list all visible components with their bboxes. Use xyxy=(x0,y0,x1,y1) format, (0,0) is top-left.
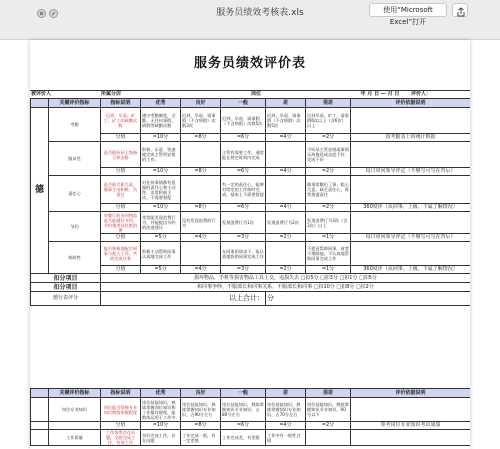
expand-icon xyxy=(50,10,59,19)
indicator-name: 岗位专业知识 xyxy=(49,398,101,422)
col-header: 良好 xyxy=(181,389,221,398)
table-row xyxy=(31,176,471,204)
table-row xyxy=(31,142,471,168)
basis-cell: 每日审问领导评定（不够写可写在背后） xyxy=(351,234,471,242)
total-label: 德行表评分 xyxy=(31,292,101,306)
col-header: 评价依据说明 xyxy=(351,389,471,398)
col-header: 评价依据说明 xyxy=(351,99,471,108)
score-cell: =2分 xyxy=(306,134,351,142)
score-cell: =10分 xyxy=(141,204,181,212)
score-cell: =4分 xyxy=(181,266,221,274)
score-cell: =8分 xyxy=(181,134,221,142)
grade-cell: 发现浪费行为3次（含3次）以上 xyxy=(306,212,351,234)
grade-cell: 迟到、早退、请事假（不含病假）次数5次 xyxy=(221,108,266,134)
deduction-row xyxy=(31,274,471,283)
share-icon xyxy=(453,5,469,19)
indicator-desc: 对餐厅的各项物品是否能做好节约，节约使用及杜绝浪费 xyxy=(101,212,141,234)
grade-cell: 积极主动帮助同事认真地完成工作 xyxy=(141,242,181,266)
total-row xyxy=(31,292,471,306)
post-label: 岗位 xyxy=(250,91,350,99)
basis-cell xyxy=(351,176,471,204)
score-cell: =4分 xyxy=(266,422,306,430)
grade-cell xyxy=(306,430,351,446)
score-cell: =6分 xyxy=(221,422,266,430)
score-label: 分值 xyxy=(101,134,141,142)
grade-cell: 工作中有一般性过错 xyxy=(266,430,306,446)
grade-cell: 岗位技能知识，熟练掌握知识专业知识，占80分左右 xyxy=(221,398,266,422)
score-cell: =10分 xyxy=(141,168,181,176)
title-bar xyxy=(0,0,500,40)
sheet-title: 服务员绩效评价表 xyxy=(193,56,306,71)
basis-cell: 360度评（从同事、上级、下属了解情况） xyxy=(351,266,471,274)
grade-cell: 工作完成差，有差错 xyxy=(221,430,266,446)
score-label: 分值 xyxy=(101,422,141,430)
col-header: 关键评价指标 xyxy=(49,99,101,108)
grade-cell xyxy=(181,176,221,204)
score-label: 分值 xyxy=(101,234,141,242)
score-cell: =10分 xyxy=(141,422,181,430)
grade-cell xyxy=(266,176,306,204)
basis-cell: 参考岗位专业知识考试成绩 xyxy=(351,422,471,430)
grade-cell: 不愿意帮助同事，或者不理睬他，不认真地帮助同事完成工作 xyxy=(306,242,351,266)
grade-cell xyxy=(181,142,221,168)
grade-cell xyxy=(181,242,221,266)
score-cell: =5分 xyxy=(141,266,181,274)
indicator-name: 服从性 xyxy=(49,142,101,176)
grade-cell: 有一定的责任心，能够对给定的工作按时完成，基本上不需要督促 xyxy=(221,176,266,204)
col-header: 优秀 xyxy=(141,99,181,108)
basis-cell xyxy=(351,108,471,134)
score-cell: =2分 xyxy=(266,234,306,242)
table-row xyxy=(31,430,471,446)
score-cell: =8分 xyxy=(181,168,221,176)
col-header: 很差 xyxy=(306,99,351,108)
indicator-desc: 岗位能否掌握专业知识熟练掌握程度 xyxy=(101,398,141,422)
score-cell: =3分 xyxy=(221,266,266,274)
window-title: 服务员绩效考核表.xls xyxy=(216,8,304,18)
score-row xyxy=(31,422,471,430)
total-text: 以上合计： xyxy=(101,292,266,306)
score-cell: =2分 xyxy=(306,204,351,212)
score-cell: =10分 xyxy=(141,134,181,142)
grade-cell: 主管有需要工作，通常能在规定时间内完成 xyxy=(221,142,266,168)
grade-cell xyxy=(266,242,306,266)
grade-cell: 岗位技能知识，熟练掌握知识专业知识，占90分左右 xyxy=(181,398,221,422)
indicator-name: 考勤 xyxy=(49,108,101,142)
col-header: 关键评价指标 xyxy=(49,389,101,398)
indicator-name: 责任心 xyxy=(49,176,101,212)
fullscreen-button[interactable] xyxy=(49,9,58,18)
grade-cell: 工作完成一般，有一定差错 xyxy=(181,430,221,446)
grade-cell: 不听从主管安排或事情无故拖延或态度不好、完成不好 xyxy=(306,142,351,168)
total-unit: 分 xyxy=(266,292,471,306)
table-row xyxy=(31,398,471,422)
score-cell: =1分 xyxy=(306,234,351,242)
col-header: 指标说明 xyxy=(101,99,141,108)
score-cell: =2分 xyxy=(306,422,351,430)
score-label: 分值 xyxy=(101,204,141,212)
deduction-row xyxy=(31,283,471,292)
col-header: 一般 xyxy=(221,389,266,398)
spreadsheet-page[interactable] xyxy=(30,40,470,449)
score-cell: =2分 xyxy=(306,168,351,176)
score-cell: =6分 xyxy=(221,134,266,142)
evaluation-table-2 xyxy=(30,388,470,446)
score-cell: =4分 xyxy=(181,234,221,242)
grade-cell: 常常能发现浪费行为，并能提出节约的改进建议 xyxy=(141,212,181,234)
indicator-desc: 是否能尽职尽责，做事主动积极、负责任 xyxy=(101,176,141,204)
table-row xyxy=(31,212,471,234)
col-header: 差 xyxy=(266,99,306,108)
indicator-name: 工作质量 xyxy=(49,430,101,446)
grade-cell: 迟到早退、旷工、请事假6次以上（含6次）以上 xyxy=(306,108,351,134)
table-row xyxy=(31,242,471,266)
grade-cell: 岗位技能知识，熟练掌握岗位知识和工作操作规程，能熟练运用于工作中 xyxy=(141,398,181,422)
score-cell: =3分 xyxy=(221,234,266,242)
grade-cell: 遵守考勤制度，全勤，无任何事假、病假等缺勤次数 xyxy=(141,108,181,134)
score-cell: =8分 xyxy=(181,422,221,430)
category-label: 德 xyxy=(31,108,49,274)
basis-cell xyxy=(351,242,471,266)
grade-cell: 做事常敷衍了事，粗心大意，缺乏责任心，时常推诿责任 xyxy=(306,176,351,204)
dept-label: 所属分店 xyxy=(100,91,185,99)
basis-cell xyxy=(351,142,471,168)
col-header: 良好 xyxy=(181,99,221,108)
col-header: 很差 xyxy=(306,389,351,398)
evaluatee-label: 被评价人 xyxy=(30,91,100,99)
indicator-name: 节约 xyxy=(49,212,101,242)
header-row xyxy=(31,99,471,108)
grade-cell: 对任何事情都有很强的责任心和主动性，非常积极主动、不需要督促 xyxy=(141,176,181,204)
score-label: 分值 xyxy=(101,168,141,176)
indicator-name: 协助性 xyxy=(49,242,101,274)
indicator-desc: 是否能听从上级指示和安排 xyxy=(101,142,141,168)
score-cell: =4分 xyxy=(266,204,306,212)
evaluator-label: 评价人： xyxy=(410,91,470,99)
share-button[interactable] xyxy=(452,3,468,17)
score-cell: =4分 xyxy=(266,134,306,142)
col-header: 优秀 xyxy=(141,389,181,398)
score-cell: =5分 xyxy=(141,234,181,242)
indicator-desc: 能否积极地配合同事与他人工作，共同完成任务 xyxy=(101,242,141,266)
grade-cell: 积极、乐意、快速地完成主管所安排的工作。 xyxy=(141,142,181,168)
grade-cell: 迟到、早退、请事假（不含病假）次数5次 xyxy=(266,108,306,134)
col-header: 一般 xyxy=(221,99,266,108)
open-with-excel-button[interactable]: 使用“Microsoft Excel”打开 xyxy=(369,3,447,17)
grade-cell: 发现浪费行为2次 xyxy=(266,212,306,234)
basis-cell: 每日审问领导评定（不够写可写在背后） xyxy=(351,168,471,176)
grade-cell: 在同事的请求下，能认真地协助同事完成工作 xyxy=(221,242,266,266)
score-label: 分值 xyxy=(101,266,141,274)
grade-cell: 岗位技能知识，熟练掌握知识专业知识，占70分左右 xyxy=(266,398,306,422)
grade-cell: 发现浪费行为1次 xyxy=(221,212,266,234)
header-row-2 xyxy=(31,389,471,398)
deduction-text: 损坏物品，手机等损害物品工具上交，追损失去 □扣5分 □扣3分 □扣1分 □扣5分 xyxy=(101,274,471,283)
col-header: 差 xyxy=(266,389,306,398)
score-cell: =6分 xyxy=(221,168,266,176)
grade-cell: 没有发现浪费的行为 xyxy=(181,212,221,234)
close-icon xyxy=(38,10,47,19)
grade-cell: 良好完成工作，存在问题 xyxy=(141,430,181,446)
score-cell: =1分 xyxy=(306,266,351,274)
score-cell: =4分 xyxy=(266,168,306,176)
basis-cell: 360度评（从同事、上级、下属了解情况） xyxy=(351,204,471,212)
score-cell: =8分 xyxy=(181,204,221,212)
basis-cell: 按考勤表上的统计数据 xyxy=(351,134,471,142)
grade-cell: 岗位技能知识，熟练掌握知识专业知识，60分以下 xyxy=(306,398,351,422)
deduction-text: 和同事争吵，不服部长和同事关系，不服部长和同事 □扣10分 □扣8分 □扣2分 xyxy=(101,283,471,292)
table-row xyxy=(31,108,471,134)
score-cell: =6分 xyxy=(221,204,266,212)
evaluation-table xyxy=(30,98,470,306)
date-label: 年 月 日 — 月 日 xyxy=(350,91,410,99)
indicator-desc: 迟到、早退、旷工、矿工的缺勤次数 xyxy=(101,108,141,134)
grade-cell: 迟到、早退、请事假（不含病假）次数3次 xyxy=(181,108,221,134)
grade-cell xyxy=(266,142,306,168)
basis-cell xyxy=(351,212,471,234)
score-cell: =2分 xyxy=(266,266,306,274)
indicator-desc: 工作效率存在问题，全面完成工作，有效工作 xyxy=(101,430,141,446)
close-button[interactable] xyxy=(37,9,46,18)
deduction-label: 扣分项目 xyxy=(31,283,101,292)
col-header: 指标说明 xyxy=(101,389,141,398)
basis-cell xyxy=(351,398,471,422)
deduction-label: 扣分项目 xyxy=(31,274,101,283)
